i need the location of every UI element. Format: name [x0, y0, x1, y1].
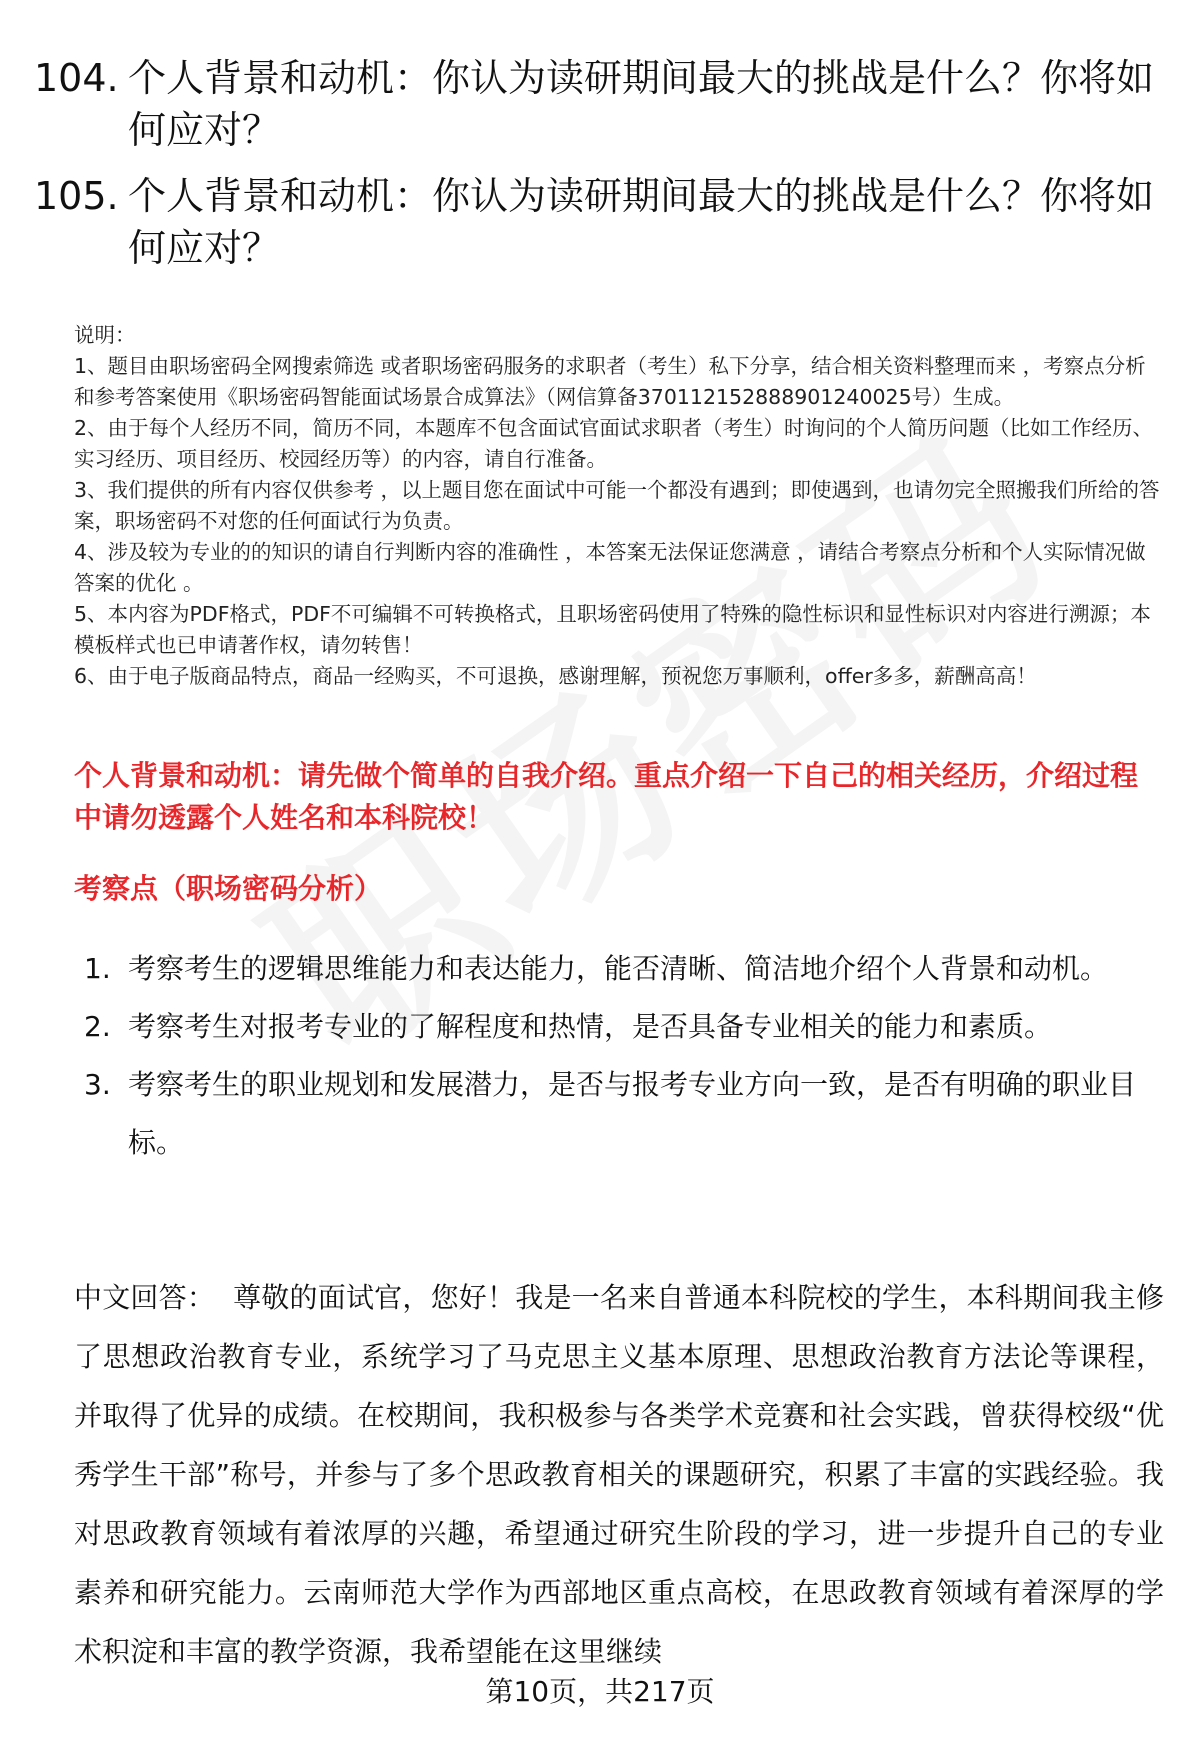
- section-subtitle: 考察点（职场密码分析）: [74, 872, 383, 905]
- point-number: 3.: [84, 1068, 111, 1101]
- question-text: 个人背景和动机：你认为读研期间最大的挑战是什么？你将如何应对？: [128, 174, 1155, 270]
- note-item: 4、涉及较为专业的的知识的请自行判断内容的准确性 ，本答案无法保证您满意 ，请结合考察点分析和个人实际情况做答案的优化 。: [74, 540, 1146, 595]
- note-item: 2、由于每个人经历不同，简历不同，本题库不包含面试官面试求职者（考生）时询问的个人简历问题（比如工作经历、实习经历、项目经历、校园经历等）的内容，请自行准备。: [74, 416, 1154, 471]
- analysis-points: [84, 940, 1144, 1172]
- question-number: 105.: [34, 174, 119, 218]
- note-item: 1、题目由职场密码全网搜索筛选 或者职场密码服务的求职者（考生）私下分享，结合相关资料整理而来 ，考察点分析和参考答案使用《职场密码智能面试场景合成算法》（网信算备370112152888901240025号）生成。: [74, 354, 1146, 409]
- question-number: 104.: [34, 56, 119, 100]
- answer-text: 尊敬的面试官，您好！我是一名来自普通本科院校的学生，本科期间我主修了思想政治教育专业，系统学习了马克思主义基本原理、思想政治教育方法论等课程，并取得了优异的成绩。在校期间，我积极参与各类学术竞赛和社会实践，曾获得校级“优秀学生干部”称号，并参与了多个思政教育相关的课题研究，积累了丰富的实践经验。我对思政教育领域有着浓厚的兴趣，希望通过研究生阶段的学习，进一步提升自己的专业素养和研究能力。云南师范大学作为西部地区重点高校，在思政教育领域有着深厚的学术积淀和丰富的教学资源，我希望能在这里继续: [74, 1281, 1164, 1668]
- question-104: [34, 52, 1154, 156]
- answer-label: 中文回答：: [74, 1281, 216, 1314]
- section-title: 个人背景和动机：请先做个简单的自我介绍。重点介绍一下自己的相关经历，介绍过程中请勿透露个人姓名和本科院校！: [74, 759, 1139, 834]
- question-105: [34, 170, 1154, 274]
- answer-paragraph: [74, 1268, 1164, 1681]
- notes-heading: 说明：: [74, 323, 136, 347]
- question-text: 个人背景和动机：你认为读研期间最大的挑战是什么？你将如何应对？: [128, 56, 1155, 152]
- note-item: 3、我们提供的所有内容仅供参考 ，以上题目您在面试中可能一个都没有遇到；即使遇到，也请勿完全照搬我们所给的答案，职场密码不对您的任何面试行为负责。: [74, 478, 1160, 533]
- point-text: 考察考生对报考专业的了解程度和热情，是否具备专业相关的能力和素质。: [128, 1010, 1053, 1043]
- notes-block: [74, 320, 1164, 692]
- point-number: 2.: [84, 1010, 111, 1043]
- analysis-point: [84, 940, 1144, 998]
- analysis-point: [84, 1056, 1144, 1172]
- point-number: 1.: [84, 952, 111, 985]
- note-item: 6、由于电子版商品特点，商品一经购买，不可退换，感谢理解，预祝您万事顺利，offer多多，薪酬高高！: [74, 664, 1037, 688]
- point-text: 考察考生的逻辑思维能力和表达能力，能否清晰、简洁地介绍个人背景和动机。: [128, 952, 1109, 985]
- analysis-point: [84, 998, 1144, 1056]
- point-text: 考察考生的职业规划和发展潜力，是否与报考专业方向一致，是否有明确的职业目标。: [128, 1068, 1137, 1159]
- page-footer: 第10页，共217页: [485, 1675, 715, 1708]
- note-item: 5、本内容为PDF格式，PDF不可编辑不可转换格式，且职场密码使用了特殊的隐性标识和显性标识对内容进行溯源；本模板样式也已申请著作权，请勿转售！: [74, 602, 1151, 657]
